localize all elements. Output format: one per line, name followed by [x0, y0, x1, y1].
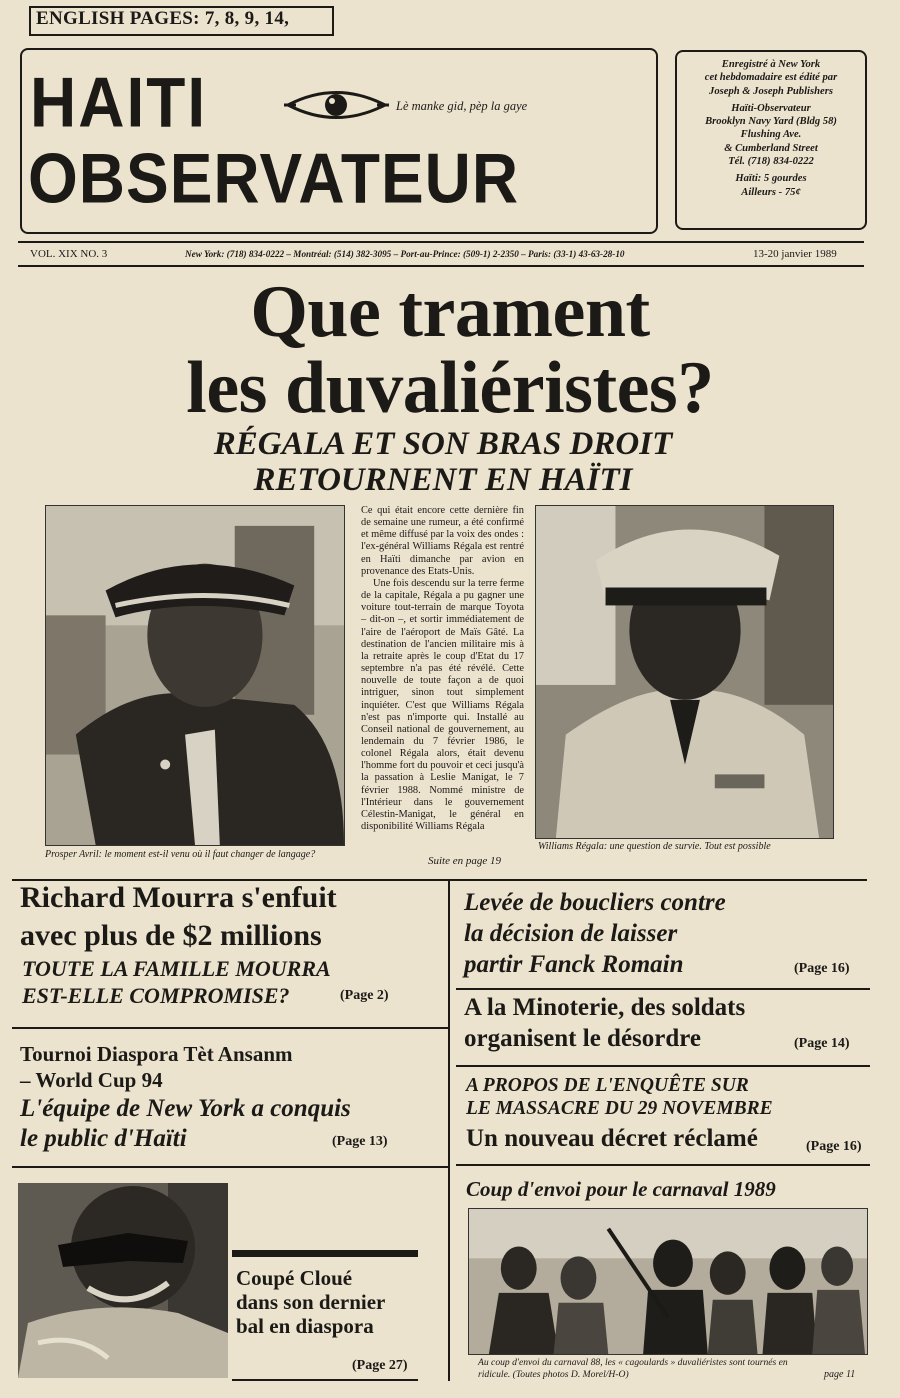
column-divider — [448, 881, 450, 1381]
enquete-line1: A PROPOS DE L'ENQUÊTE SUR — [466, 1075, 749, 1096]
eye-icon — [284, 84, 389, 126]
nameplate-title-haiti: HAITI — [30, 62, 208, 142]
right-rule-1 — [456, 988, 870, 990]
right-rule-2 — [456, 1065, 870, 1067]
info-line: Joseph & Joseph Publishers — [709, 85, 833, 97]
info-line: Ailleurs - 75¢ — [741, 186, 801, 198]
mourra-subhead-line2: EST-ELLE COMPROMISE? — [22, 983, 290, 1008]
masthead-rule-top — [18, 241, 864, 243]
phone-numbers: New York: (718) 834-0222 – Montréal: (514) 382-3095 – Port-au-Prince: (509-1) 2-2350 – Paris: (33-1) 43-63-28-10 — [185, 249, 625, 259]
coupe-line1: Coupé Cloué — [236, 1266, 353, 1290]
right-rule-3 — [456, 1164, 870, 1166]
lead-headline-line2: les duvaliéristes? — [186, 347, 714, 429]
minoterie-page-ref: (Page 14) — [794, 1036, 850, 1051]
photo-coupe-cloue — [18, 1183, 228, 1378]
motto: Lè manke gid, pèp la gaye — [396, 99, 528, 113]
info-line: Enregistré à New York — [721, 59, 821, 70]
tournoi-subhead-line2: le public d'Haïti — [20, 1125, 187, 1152]
coupe-page-ref: (Page 27) — [352, 1358, 408, 1373]
caption-williams-regala: Williams Régala: une question de survie. Tout est possible — [538, 841, 771, 852]
lead-subhead-line2: RETOURNENT EN HAÏTI — [253, 462, 633, 498]
levee-line2: la décision de laisser — [464, 920, 678, 947]
masthead-rule-bottom — [18, 265, 864, 267]
info-box-text — [680, 58, 862, 199]
info-line: Brooklyn Navy Yard (Bldg 58) — [705, 116, 837, 128]
tournoi-line1: Tournoi Diaspora Tèt Ansanm — [20, 1042, 293, 1066]
carnaval-headline: Coup d'envoi pour le carnaval 1989 — [466, 1177, 776, 1201]
lead-article-body — [361, 505, 524, 854]
info-line: cet hebdomadaire est édité par — [704, 72, 838, 84]
carnaval-caption-line2: ridicule. (Toutes photos D. Morel/H-O) — [478, 1369, 629, 1380]
info-line: & Cumberland Street — [724, 142, 818, 154]
levee-line1: Levée de boucliers contre — [464, 889, 726, 916]
coupe-rule — [232, 1250, 418, 1257]
photo-williams-regala — [535, 505, 834, 839]
lead-subhead-line1: RÉGALA ET SON BRAS DROIT — [213, 426, 673, 462]
english-pages-label: ENGLISH PAGES: 7, 8, 9, 14, — [36, 8, 290, 29]
tournoi-line2: – World Cup 94 — [20, 1068, 163, 1092]
issue-date: 13-20 janvier 1989 — [753, 248, 837, 260]
coupe-line2: dans son dernier — [236, 1290, 386, 1314]
enquete-line2: LE MASSACRE DU 29 NOVEMBRE — [466, 1098, 773, 1119]
volume-number: VOL. XIX NO. 3 — [30, 248, 108, 260]
carnaval-caption-line1: Au coup d'envoi du carnaval 88, les « cagoulards » duvaliéristes sont tournés en — [478, 1357, 788, 1368]
coupe-bottom-rule — [232, 1379, 418, 1381]
lead-continued: Suite en page 19 — [428, 855, 502, 867]
mourra-headline-line1: Richard Mourra s'enfuit — [20, 881, 337, 914]
minoterie-line2: organisent le désordre — [464, 1025, 702, 1052]
info-line: Haïti-Observateur — [731, 102, 811, 114]
left-rule-2 — [12, 1166, 448, 1168]
info-line: Tél. (718) 834-0222 — [728, 156, 814, 168]
left-rule-1 — [12, 1027, 448, 1029]
photo-prosper-avril — [45, 505, 345, 846]
lead-paragraph: Une fois descendu sur la terre ferme de la capitale, Régala a pu gagner une voiture tout-terrain de marque Toyota – dit-on –, et sortir immédiatement de l'aire de l'aéroport de Maïs Gâté. La destination de l'ancien militaire mis à la retraite après le coup d'Etat du 17 septembre n'a pas été révélé. Cette nouvelle de toute façon a de quoi intriguer, sinon tout simplement inquiéter. C'est que Williams Régala n'est pas n'importe qui. Installé au Conseil national de gouvernement, au lendemain du 7 février 1986, le colonel Régala alors, était devenu l'homme fort du pouvoir et ceci jusqu'à la passation à Leslie Manigat, le 7 février 1988. Nommé ministre de l'Intérieur dans le gouvernement Célestin-Manigat, le général en disponibilité Williams Régala — [361, 577, 524, 833]
levee-page-ref: (Page 16) — [794, 961, 850, 976]
mourra-page-ref: (Page 2) — [340, 988, 389, 1003]
mourra-headline-line2: avec plus de $2 millions — [20, 919, 322, 952]
lead-paragraph: Ce qui était encore cette dernière fin de semaine une rumeur, a été confirmé et même diffusé par la voix des ondes : l'ex-général Williams Régala est rentré en Haïti dimanche par avion en provenance des Etats-Unis. — [361, 505, 524, 577]
enquete-headline: Un nouveau décret réclamé — [466, 1125, 758, 1152]
minoterie-line1: A la Minoterie, des soldats — [464, 994, 746, 1021]
nameplate-title-observateur: OBSERVATEUR — [28, 138, 520, 218]
info-line: Flushing Ave. — [740, 129, 802, 141]
caption-prosper-avril: Prosper Avril: le moment est-il venu où il faut changer de langage? — [45, 849, 316, 860]
carnaval-page-ref: page 11 — [824, 1369, 856, 1380]
info-line: Haïti: 5 gourdes — [735, 173, 807, 185]
enquete-page-ref: (Page 16) — [806, 1139, 862, 1154]
levee-line3: partir Fanck Romain — [464, 951, 684, 978]
lead-headline-line1: Que trament — [250, 271, 650, 353]
photo-carnaval — [468, 1208, 868, 1355]
tournoi-page-ref: (Page 13) — [332, 1134, 388, 1149]
tournoi-subhead-line1: L'équipe de New York a conquis — [20, 1095, 351, 1122]
coupe-line3: bal en diaspora — [236, 1314, 374, 1338]
mourra-subhead-line1: TOUTE LA FAMILLE MOURRA — [22, 956, 331, 981]
